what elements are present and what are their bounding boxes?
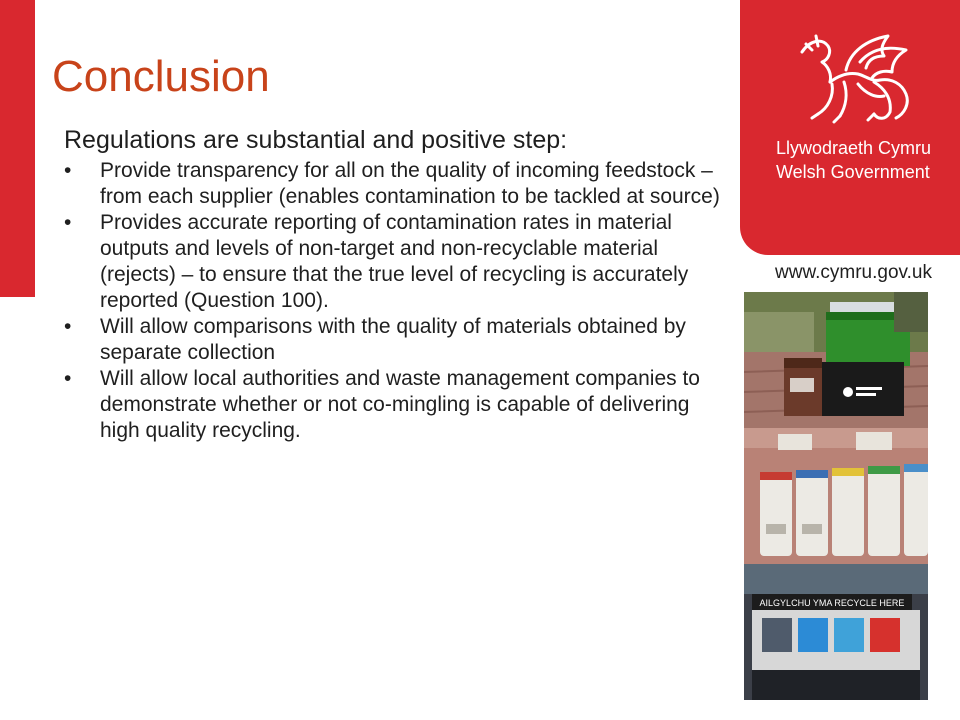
welsh-government-brand-panel — [740, 0, 960, 255]
bullet-list — [64, 158, 724, 444]
bullet-icon: • — [64, 367, 72, 390]
bullet-item: • Provide transparency for all on the quality of incoming feedstock – from each supplier (enables contamination to be tackled at source) — [64, 159, 720, 208]
slide-content — [64, 124, 724, 444]
lead-text: Regulations are substantial and positive step: — [64, 126, 568, 154]
left-accent-bar — [0, 0, 35, 297]
brand-welsh-name: Llywodraeth Cymru — [776, 138, 932, 158]
welsh-dragon-icon — [788, 22, 918, 132]
brand-english-name: Welsh Government — [776, 162, 930, 182]
recycling-boxes-photo — [744, 292, 928, 428]
bullet-icon: • — [64, 159, 72, 182]
slide-title: Conclusion — [52, 52, 270, 101]
bullet-item: • Will allow comparisons with the quality of materials obtained by separate collection — [64, 315, 686, 364]
bullet-item: • Will allow local authorities and waste management companies to demonstrate whether or not co-mingling is capable of delivering high quality recycling. — [64, 367, 700, 442]
indoor-recycling-bins-photo — [744, 428, 928, 564]
recycle-here-station-photo — [744, 564, 928, 700]
website-url: www.cymru.gov.uk — [775, 262, 932, 283]
bullet-icon: • — [64, 211, 72, 234]
recycle-here-sign: AILGYLCHU YMA RECYCLE HERE — [759, 598, 905, 608]
bullet-icon: • — [64, 315, 72, 338]
bullet-item: • Provides accurate reporting of contamination rates in material outputs and levels of non-target and non-recyclable material (rejects) – to ensure that the true level of recycling is accurately reported (Question 100). — [64, 211, 689, 312]
